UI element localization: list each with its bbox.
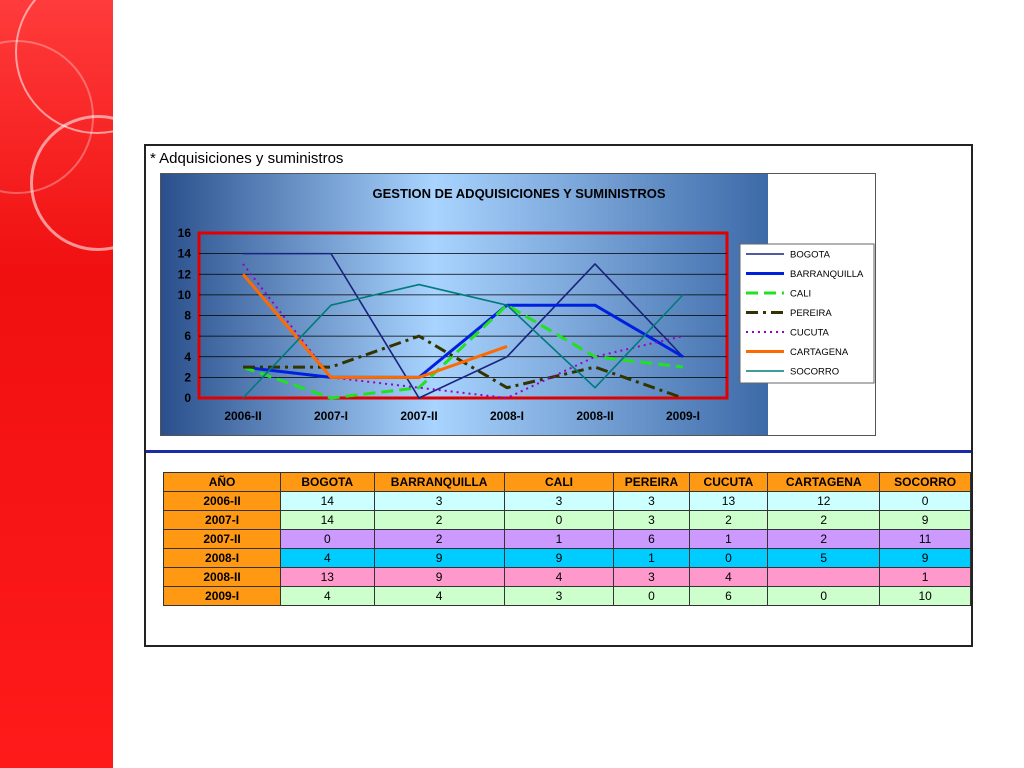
- table-cell: 9: [374, 568, 504, 587]
- table-row-label: 2008-II: [164, 568, 281, 587]
- x-tick-label: 2007-II: [400, 409, 438, 423]
- table-cell: 2: [768, 530, 880, 549]
- table-cell: 3: [614, 492, 689, 511]
- table-cell: 6: [689, 587, 768, 606]
- table-cell: 3: [504, 587, 614, 606]
- table-cell: 2: [374, 530, 504, 549]
- decorative-sidebar: [0, 0, 113, 768]
- table-cell: 0: [689, 549, 768, 568]
- table-header-cell: CUCUTA: [689, 473, 768, 492]
- y-tick-label: 0: [184, 391, 191, 405]
- table-header-cell: CARTAGENA: [768, 473, 880, 492]
- table-header-cell: BARRANQUILLA: [374, 473, 504, 492]
- table-cell: 14: [281, 511, 374, 530]
- x-tick-label: 2007-I: [313, 409, 349, 423]
- table-cell: 4: [281, 587, 374, 606]
- y-tick-label: 2: [184, 370, 191, 385]
- legend-label: CUCUTA: [790, 327, 829, 339]
- table-cell: 9: [374, 549, 504, 568]
- table-cell: 5: [768, 549, 880, 568]
- table-cell: 6: [614, 530, 689, 549]
- y-tick-label: 12: [177, 267, 191, 282]
- legend-label: SOCORRO: [790, 366, 840, 378]
- section-title: * Adquisiciones y suministros: [150, 150, 344, 167]
- table-header-cell: AÑO: [164, 473, 281, 492]
- table-header-cell: PEREIRA: [614, 473, 689, 492]
- table-cell: 2: [689, 511, 768, 530]
- table-cell: 12: [768, 492, 880, 511]
- table-cell: 1: [689, 530, 768, 549]
- table-cell: 2: [374, 511, 504, 530]
- table-cell: 13: [281, 568, 374, 587]
- table-row: [164, 568, 971, 587]
- table-row: [164, 587, 971, 606]
- table-cell: 9: [880, 511, 971, 530]
- table-cell: 3: [374, 492, 504, 511]
- table-body: [164, 492, 971, 606]
- legend-label: BOGOTA: [790, 249, 830, 261]
- table-cell: 10: [880, 587, 971, 606]
- table-cell: 4: [281, 549, 374, 568]
- table-cell: 14: [281, 492, 374, 511]
- x-tick-label: 2006-II: [224, 409, 262, 423]
- table-cell: 4: [374, 587, 504, 606]
- line-chart: [161, 174, 875, 435]
- chart-legend: [740, 244, 874, 383]
- table-cell: 0: [614, 587, 689, 606]
- content-panel: [144, 144, 973, 647]
- section-divider: [146, 450, 971, 453]
- table-cell: 3: [614, 568, 689, 587]
- legend-label: CALI: [790, 288, 812, 300]
- table-row-label: 2006-II: [164, 492, 281, 511]
- table-row-label: 2007-II: [164, 530, 281, 549]
- table-header-row: [164, 473, 971, 492]
- table-cell: 1: [880, 568, 971, 587]
- table-row: [164, 511, 971, 530]
- y-tick-label: 8: [184, 308, 191, 323]
- table-header-cell: CALI: [504, 473, 614, 492]
- y-tick-label: 4: [184, 349, 191, 364]
- legend-label: BARRANQUILLA: [790, 269, 864, 280]
- table-cell: 3: [504, 492, 614, 511]
- table-cell: 4: [689, 568, 768, 587]
- table-row: [164, 530, 971, 549]
- legend-label: PEREIRA: [790, 308, 832, 319]
- data-table: [163, 472, 971, 606]
- y-tick-label: 10: [177, 287, 191, 302]
- table-cell: 0: [281, 530, 374, 549]
- table-header-cell: SOCORRO: [880, 473, 971, 492]
- table-header-cell: BOGOTA: [281, 473, 374, 492]
- x-tick-label: 2008-I: [489, 409, 525, 423]
- chart-container: [160, 173, 876, 436]
- table-row-label: 2009-I: [164, 587, 281, 606]
- table-cell: 9: [504, 549, 614, 568]
- table-cell: 11: [880, 530, 971, 549]
- table-cell: 4: [504, 568, 614, 587]
- table-cell: 0: [768, 587, 880, 606]
- table-row: [164, 549, 971, 568]
- chart-title: GESTION DE ADQUISICIONES Y SUMINISTROS: [372, 186, 666, 201]
- table-cell: 1: [614, 549, 689, 568]
- table-cell: 9: [880, 549, 971, 568]
- table-cell: 13: [689, 492, 768, 511]
- table-cell: 2: [768, 511, 880, 530]
- x-tick-label: 2008-II: [576, 409, 614, 423]
- table-row-label: 2007-I: [164, 511, 281, 530]
- table-row-label: 2008-I: [164, 549, 281, 568]
- table-cell: 0: [504, 511, 614, 530]
- table-cell: 1: [504, 530, 614, 549]
- y-tick-label: 14: [177, 246, 191, 261]
- x-tick-label: 2009-I: [665, 409, 701, 423]
- y-tick-label: 6: [184, 329, 191, 344]
- table-cell: 0: [880, 492, 971, 511]
- table-cell: [768, 568, 880, 587]
- table-row: [164, 492, 971, 511]
- y-tick-label: 16: [177, 226, 191, 240]
- legend-label: CARTAGENA: [790, 347, 849, 358]
- table-cell: 3: [614, 511, 689, 530]
